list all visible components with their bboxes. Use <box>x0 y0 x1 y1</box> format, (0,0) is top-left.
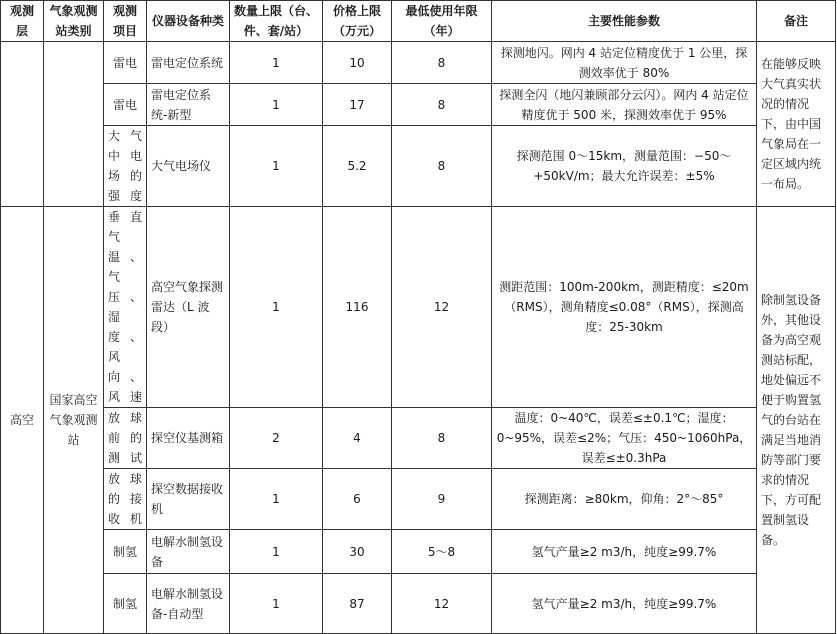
quantity-cell: 1 <box>230 574 323 634</box>
header-equipment: 仪器设备种类 <box>147 1 230 42</box>
performance-cell: 探测距离：≥80km，仰角：2°～85° <box>492 469 757 530</box>
performance-cell: 探测范围 0～15km，测量范围：−50～+50kV/m；最大允许误差：±5% <box>492 126 757 207</box>
years-cell: 8 <box>392 84 492 126</box>
equipment-cell: 高空气象探测雷达（L 波段） <box>147 207 230 408</box>
price-cell: 87 <box>323 574 392 634</box>
header-price: 价格上限（万元） <box>323 1 392 42</box>
performance-cell: 测距范围：100m-200km，测距精度：≤20m（RMS），测角精度≤0.08°（RMS），探测高度：25-30km <box>492 207 757 408</box>
equipment-cell: 探空仪基测箱 <box>147 408 230 469</box>
years-cell: 8 <box>392 408 492 469</box>
performance-cell: 氢气产量≥2 m3/h，纯度≥99.7% <box>492 574 757 634</box>
equipment-cell: 雷电定位系统 <box>147 42 230 84</box>
price-cell: 4 <box>323 408 392 469</box>
price-cell: 6 <box>323 469 392 530</box>
header-performance: 主要性能参数 <box>492 1 757 42</box>
table-row <box>1 126 836 207</box>
header-years: 最低使用年限（年） <box>392 1 492 42</box>
header-row <box>1 1 836 42</box>
station-type-cell <box>44 42 104 207</box>
item-cell: 制氢 <box>104 574 147 634</box>
item-cell: 放球的接收机 <box>104 469 147 530</box>
item-cell: 垂直气温、气压、湿度、风向、风速 <box>104 207 147 408</box>
header-remarks: 备注 <box>757 1 836 42</box>
price-cell: 17 <box>323 84 392 126</box>
item-cell: 制氢 <box>104 530 147 574</box>
layer-cell: 高空 <box>1 207 44 634</box>
station-type-cell: 国家高空气象观测站 <box>44 207 104 634</box>
layer-cell <box>1 42 44 207</box>
years-cell: 12 <box>392 574 492 634</box>
table-row <box>1 574 836 634</box>
header-layer: 观测层 <box>1 1 44 42</box>
remarks-cell: 除制氢设备外，其他设备为高空观测站标配，地处偏远不便于购置氢气的台站在满足当地消防等部门要求的情况下，方可配置制氢设备。 <box>757 207 836 634</box>
quantity-cell: 2 <box>230 408 323 469</box>
years-cell: 12 <box>392 207 492 408</box>
years-cell: 8 <box>392 126 492 207</box>
item-cell: 大气中电场的强度 <box>104 126 147 207</box>
performance-cell: 氢气产量≥2 m3/h，纯度≥99.7% <box>492 530 757 574</box>
table-row <box>1 84 836 126</box>
equipment-cell: 电解水制氢设备 <box>147 530 230 574</box>
header-station-type: 气象观测站类别 <box>44 1 104 42</box>
equipment-cell: 电解水制氢设备-自动型 <box>147 574 230 634</box>
equipment-cell: 大气电场仪 <box>147 126 230 207</box>
table-row <box>1 42 836 84</box>
performance-cell: 温度：0~40℃，误差≤±0.1℃；湿度：0~95%，误差≤2%；气压：450~1060hPa，误差≤±0.3hPa <box>492 408 757 469</box>
price-cell: 30 <box>323 530 392 574</box>
header-item: 观测项目 <box>104 1 147 42</box>
item-cell: 雷电 <box>104 42 147 84</box>
table-row <box>1 469 836 530</box>
quantity-cell: 1 <box>230 84 323 126</box>
quantity-cell: 1 <box>230 126 323 207</box>
table-row <box>1 530 836 574</box>
price-cell: 5.2 <box>323 126 392 207</box>
quantity-cell: 1 <box>230 530 323 574</box>
item-cell: 雷电 <box>104 84 147 126</box>
item-cell: 放球前的测试 <box>104 408 147 469</box>
header-quantity: 数量上限（台、件、套/站） <box>230 1 323 42</box>
equipment-cell: 雷电定位系统-新型 <box>147 84 230 126</box>
quantity-cell: 1 <box>230 207 323 408</box>
remarks-cell: 在能够反映大气真实状况的情况下，由中国气象局在一定区域内统一布局。 <box>757 42 836 207</box>
years-cell: 9 <box>392 469 492 530</box>
price-cell: 116 <box>323 207 392 408</box>
table-row <box>1 408 836 469</box>
quantity-cell: 1 <box>230 469 323 530</box>
equipment-cell: 探空数据接收机 <box>147 469 230 530</box>
years-cell: 8 <box>392 42 492 84</box>
performance-cell: 探测全闪（地闪兼顾部分云闪）。网内 4 站定位精度优于 500 米，探测效率优于 95% <box>492 84 757 126</box>
performance-cell: 探测地闪。网内 4 站定位精度优于 1 公里，探测效率优于 80% <box>492 42 757 84</box>
years-cell: 5～8 <box>392 530 492 574</box>
price-cell: 10 <box>323 42 392 84</box>
quantity-cell: 1 <box>230 42 323 84</box>
table-row <box>1 207 836 408</box>
